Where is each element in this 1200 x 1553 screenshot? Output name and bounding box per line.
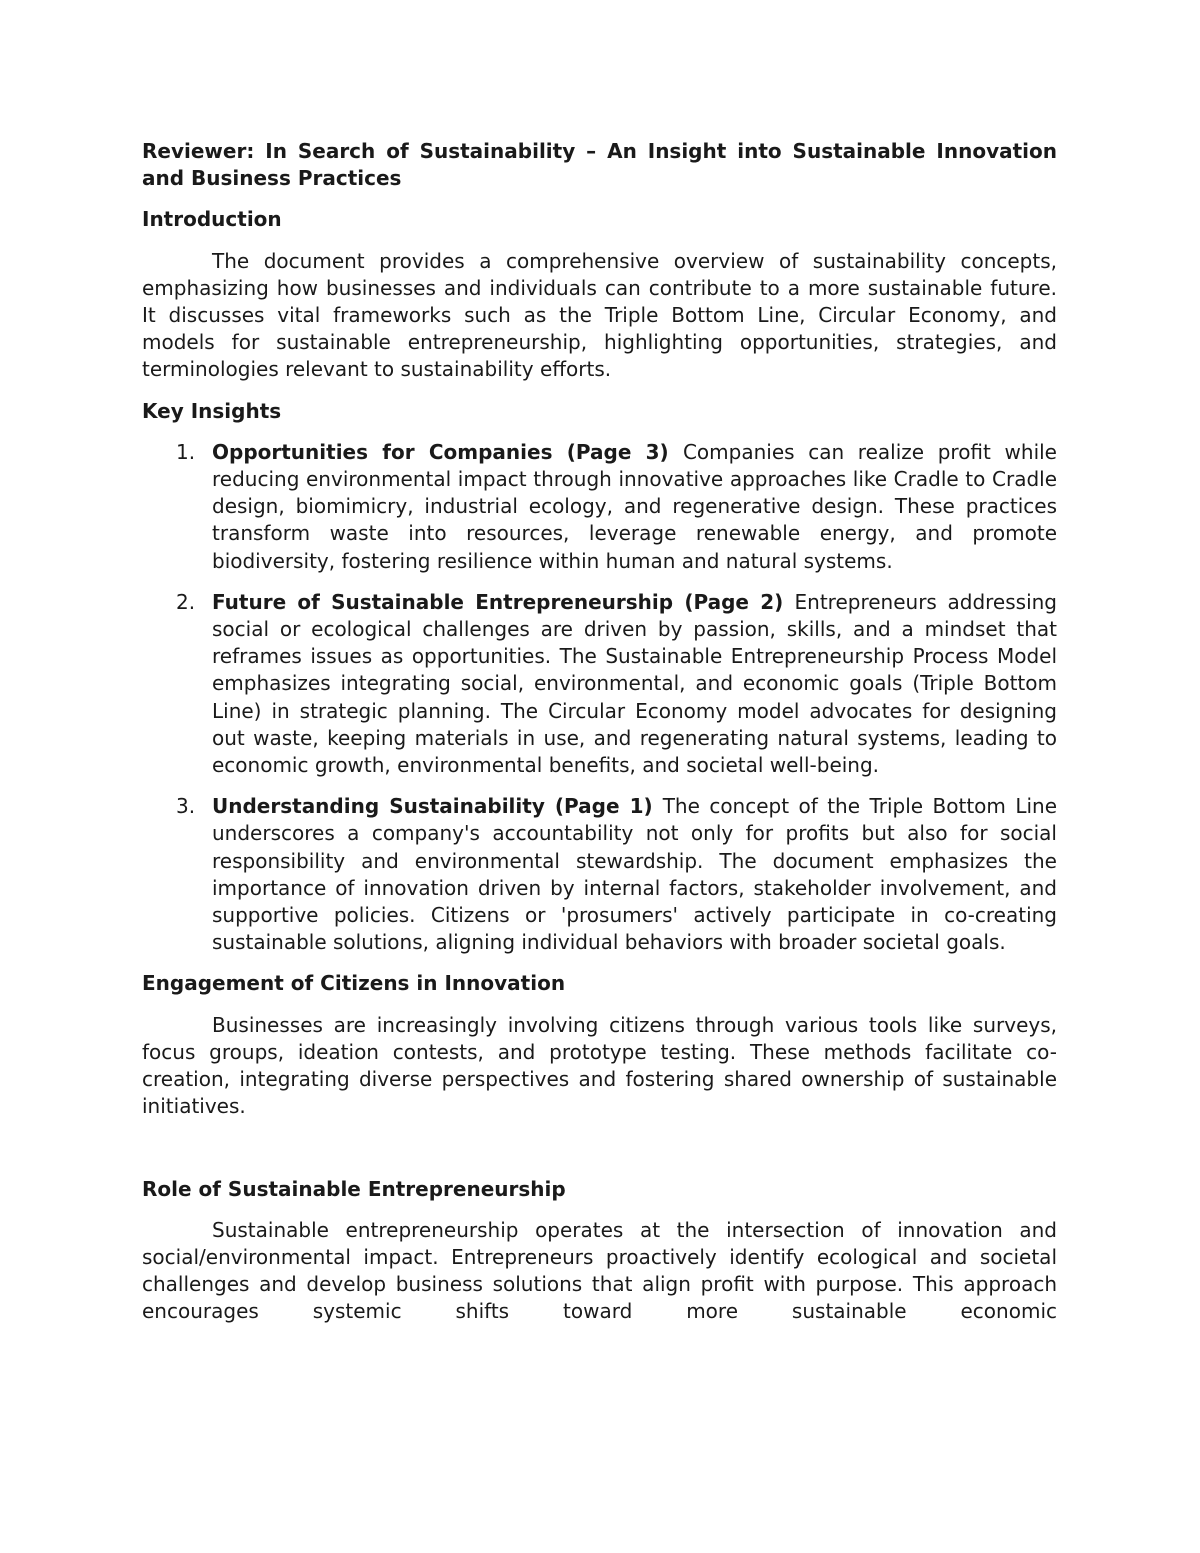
- list-item-text: The concept of the Triple Bottom Line underscores a company's accountability not only for profits but also for social responsibility and environmental stewardship. The document emphasizes the importance of innovation driven by internal factors, stakeholder involvement, and supportive policies. Citizens or 'prosumers' actively participate in co-creating sustainable solutions, aligning individual behaviors with broader societal goals.: [212, 794, 1057, 955]
- role-paragraph: Sustainable entrepreneurship operates at the intersection of innovation and social/environmental impact. Entrepreneurs proactively identify ecological and societal challenges and develop business solutions that align profit with purpose. This approach encourages systemic shifts toward more sustainable economic: [142, 1217, 1057, 1324]
- role-heading: Role of Sustainable Entrepreneurship: [142, 1176, 566, 1201]
- list-item-text: Entrepreneurs addressing social or ecological challenges are driven by passion, skills, and a mindset that reframes issues as opportunities. The Sustainable Entrepreneurship Process Model emphasizes integrating social, environmental, and economic goals (Triple Bottom Line) in strategic planning. The Circular Economy model advocates for designing out waste, keeping materials in use, and regenerating natural systems, leading to economic growth, environmental benefits, and societal well-being.: [212, 589, 1057, 778]
- list-item-lead: Understanding Sustainability (Page 1): [212, 794, 663, 819]
- list-item: [142, 589, 1057, 779]
- blank-line: [142, 1135, 1057, 1176]
- list-item-number: 2.: [176, 589, 196, 614]
- key-insights-list: [142, 439, 1057, 957]
- key-insights-heading: Key Insights: [142, 398, 282, 423]
- introduction-heading: Introduction: [142, 207, 282, 232]
- list-item-text: Companies can realize profit while reducing environmental impact through innovative approaches like Cradle to Cradle design, biomimicry, industrial ecology, and regenerative design. These practices transform waste into resources, leverage renewable energy, and promote biodiversity, fostering resilience within human and natural systems.: [212, 439, 1057, 573]
- document-title: Reviewer: In Search of Sustainability – An Insight into Sustainable Innovation and Business Practices: [142, 139, 1057, 191]
- introduction-paragraph: The document provides a comprehensive overview of sustainability concepts, emphasizing how businesses and individuals can contribute to a more sustainable future. It discusses vital frameworks such as the Triple Bottom Line, Circular Economy, and models for sustainable entrepreneurship, highlighting opportunities, strategies, and terminologies relevant to sustainability efforts.: [142, 248, 1057, 382]
- engagement-paragraph: Businesses are increasingly involving citizens through various tools like surveys, focus groups, ideation contests, and prototype testing. These methods facilitate co-creation, integrating diverse perspectives and fostering shared ownership of sustainable initiatives.: [142, 1012, 1057, 1119]
- engagement-heading: Engagement of Citizens in Innovation: [142, 971, 566, 996]
- document-page: [142, 138, 1057, 1340]
- list-item-lead: Opportunities for Companies (Page 3): [212, 439, 683, 464]
- list-item-lead: Future of Sustainable Entrepreneurship (Page 2): [212, 589, 795, 614]
- list-item-number: 3.: [176, 794, 196, 819]
- list-item: [142, 439, 1057, 575]
- list-item: [142, 793, 1057, 956]
- list-item-number: 1.: [176, 439, 196, 464]
